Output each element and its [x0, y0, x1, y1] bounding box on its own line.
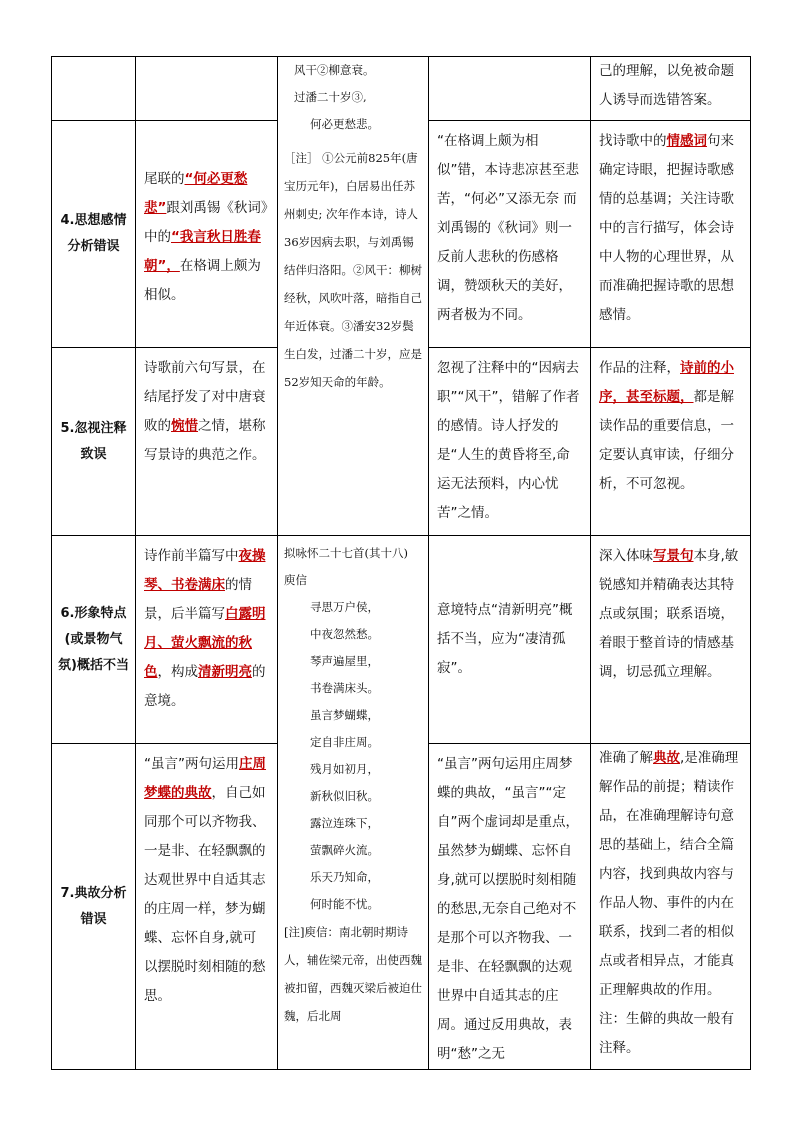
reason-text: 意境特点“清新明亮”概括不当，应为“凄清孤寂”。: [437, 602, 573, 676]
item-text: 跟刘禹锡《秋词》中的: [144, 199, 268, 245]
item-text: 尾联的: [144, 170, 185, 187]
tip-text: 句来确定诗眼，把握诗歌感情的总基调；关注诗歌中的言行描写，体会诗中人物的心理世界，从而准确把握诗歌的思想感情。: [599, 133, 734, 323]
item-highlight: 夜操琴、书卷满床: [144, 548, 266, 593]
poem-title: 拟咏怀二十七首(其十八) 庾信: [284, 546, 420, 587]
tip-text: 己的理解，以免被命题人诱导而选错答案。: [599, 63, 734, 108]
poem-line: 中夜忽然愁。: [310, 627, 379, 641]
poem-line: 何时能不忧。: [310, 897, 379, 911]
poem-line: 过潘二十岁③,: [294, 90, 367, 104]
row-label: 6.形象特点(或景物气氛)概括不当: [52, 536, 136, 744]
tip-highlight: 写景句: [653, 548, 694, 564]
reason-text: 忽视了注释中的“因病去职”“风干”，错解了作者的感情。诗人抒发的是“人生的黄昏将至,命运无法预料，内心忧苦”之情。: [437, 360, 580, 521]
poem-line: 露泣连珠下，: [310, 816, 379, 830]
item-highlight: 清新明亮: [198, 664, 252, 680]
row-label: 4.思想感情分析错误: [52, 121, 136, 348]
reason-cell: [429, 744, 591, 1070]
item-cell: [136, 744, 278, 1070]
reason-cell: [429, 121, 591, 348]
label-cell: [52, 57, 136, 121]
tip-cell: [591, 744, 751, 1070]
item-highlight: “我言秋日胜春朝”，: [144, 228, 261, 274]
tip-text: 深入体味: [599, 548, 653, 564]
reason-cell: [429, 348, 591, 536]
reason-text: “虽言”两句运用庄周梦蝶的典故，“虽言”“定自”两个虚词却是重点，虽然梦为蝴蝶、忘怀自身,就可以摆脱时刻相随的愁思,无奈自己绝对不是那个可以齐物我、一是非、在轻飘飘的达观世界中自适其志的庄周。通过反用典故，表明“愁”之无: [437, 756, 579, 1062]
item-highlight: 惋惜: [171, 418, 198, 434]
poem-cell: [278, 57, 429, 536]
tip-text: ,是准确理解作品的前提；精读作品，在准确理解诗句意思的基础上，结合全篇内容，找到典故内容与作品人物、事件的内在联系，找到二者的相似点或者相异点，才能真正理解典故的作用。: [599, 750, 739, 998]
poem-cell: [278, 536, 429, 1070]
tip-text: 本身,敏锐感知并精确表达其特点或氛围；联系语境，着眼于整首诗的情感基调，切忌孤立理解。: [599, 548, 739, 680]
item-text: 的情景，后半篇写: [144, 577, 252, 622]
reason-cell: [429, 536, 591, 744]
tip-note: 注：生僻的典故一般有注释。: [599, 1011, 734, 1056]
item-cell: [136, 536, 278, 744]
tip-text: 准确了解: [599, 750, 653, 766]
item-highlight: 白露明月、萤火飘流的秋色: [144, 606, 266, 680]
item-highlight: “何必更愁悲”: [144, 170, 248, 216]
item-cell: [136, 348, 278, 536]
reason-text: “在格调上颇为相似”错，本诗悲凉甚至悲苦，“何必”又添无奈 而刘禹锡的《秋词》则一反前人悲秋的伤感格调，赞颂秋天的美好，两者极为不同。: [437, 133, 579, 323]
tip-highlight: 情感词: [666, 133, 707, 149]
poem-line: 新秋似旧秋。: [310, 789, 379, 803]
poem-line: 虽言梦蝴蝶，: [310, 708, 379, 722]
table-row: [52, 57, 751, 121]
tip-cell: [591, 57, 751, 121]
row-label: 7.典故分析错误: [52, 744, 136, 1070]
tip-text: 都是解读作品的重要信息，一定要认真审读，仔细分析，不可忽视。: [599, 389, 734, 492]
analysis-table: [51, 56, 751, 1070]
poem-note: [注]庾信：南北朝时期诗人，辅佐梁元帝，出使西魏被扣留，西魏灭梁后被迫仕魏，后北周: [284, 925, 422, 1023]
item-text: 在格调上颇为相似。: [144, 257, 261, 303]
poem-line: 风干②柳意衰。: [294, 63, 375, 77]
item-text: 诗歌前六句写景，在结尾抒发了对中唐衰败的: [144, 360, 266, 434]
item-cell: [136, 57, 278, 121]
poem-line: 残月如初月，: [310, 762, 379, 776]
table-row: [52, 536, 751, 744]
poem-line: 何必更愁悲。: [310, 117, 379, 131]
item-cell: [136, 121, 278, 348]
poem-line: 定自非庄周。: [310, 735, 379, 749]
tip-text: 找诗歌中的: [599, 133, 667, 149]
tip-highlight: 典故: [653, 750, 680, 766]
tip-cell: [591, 121, 751, 348]
poem-line: 琴声遍屋里，: [310, 654, 379, 668]
row-label: 5.忽视注释致误: [52, 348, 136, 536]
item-text: ，自己如同那个可以齐物我、一是非、在轻飘飘的达观世界中自适其志的庄周一样，梦为蝴蝶、忘怀自身,就可以摆脱时刻相随的愁思。: [144, 785, 266, 1004]
poem-line: 乐天乃知命，: [310, 870, 379, 884]
poem-line: 萤飘碎火流。: [310, 843, 379, 857]
reason-cell: [429, 57, 591, 121]
item-highlight: 庄周梦蝶的典故: [144, 756, 266, 801]
tip-highlight: 诗前的小序，甚至标题，: [599, 360, 734, 405]
item-text: ，构成: [157, 664, 198, 680]
tip-text: 作品的注释，: [599, 360, 680, 376]
poem-line: 寻思万户侯，: [310, 600, 379, 614]
poem-line: 书卷满床头。: [310, 681, 379, 695]
item-text: 之情，堪称写景诗的典范之作。: [144, 418, 266, 463]
tip-cell: [591, 348, 751, 536]
item-text: “虽言”两句运用: [144, 756, 239, 772]
poem-note: ［注］ ①公元前825年(唐宝历元年)，白居易出任苏州刺史; 次年作本诗，诗人36岁因病去职，与刘禹锡结伴归洛阳。②风干：柳树经秋，风吹叶落，暗指自己年近体衰。③潘安32岁鬓生白发，过潘二十岁，应是52岁知天命的年龄。: [284, 151, 422, 389]
tip-cell: [591, 536, 751, 744]
item-text: 的意境。: [144, 664, 266, 709]
item-text: 诗作前半篇写中: [144, 548, 239, 564]
